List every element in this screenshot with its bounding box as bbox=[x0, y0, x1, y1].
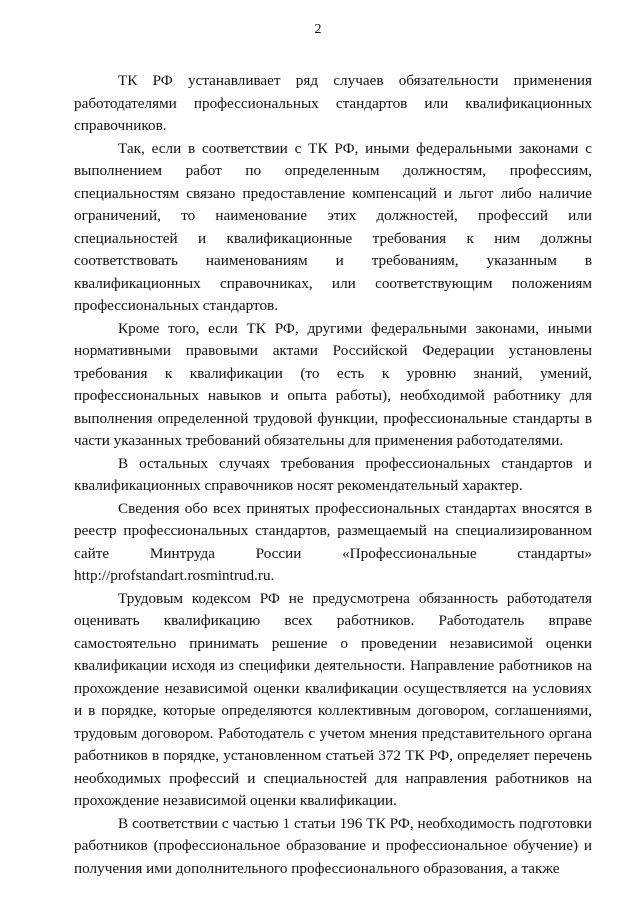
paragraph-2: Так, если в соответствии с ТК РФ, иными федеральными законами с выполнением работ по определенным должностям, профессиям, специальностям связано предоставление компенсаций и льгот либо наличие ограничений, то наименование этих должностей, профессий или специальностей и квалификационные требования к ним должны соответствовать наименованиям и требованиям, указанным в квалификационных справочниках, или соответствующим положениям профессиональных стандартов. bbox=[74, 139, 592, 314]
page-number: 2 bbox=[314, 22, 322, 37]
paragraph-1: ТК РФ устанавливает ряд случаев обязательности применения работодателями профессиональных стандартов или квалификационных справочников. bbox=[74, 72, 592, 134]
paragraph-4: В остальных случаях требования профессиональных стандартов и квалификационных справочников носят рекомендательный характер. bbox=[74, 454, 592, 494]
paragraph-5: Сведения обо всех принятых профессиональных стандартах вносятся в реестр профессиональных стандартов, размещаемый на специализированном сайте Минтруда России «Профессиональные стандарты» http://profstandart.rosmintrud.ru. bbox=[74, 499, 592, 584]
paragraph-6: Трудовым кодексом РФ не предусмотрена обязанность работодателя оценивать квалификацию всех работников. Работодатель вправе самостоятельно принимать решение о проведении независимой оценки квалификации исходя из специфики деятельности. Направление работников на прохождение независимой оценки квалификации осуществляется на условиях и в порядке, которые определяются коллективным договором, соглашениями, трудовым договором. Работодатель с учетом мнения представительного органа работников в порядке, установленном статьей 372 ТК РФ, определяет перечень необходимых профессий и специальностей для направления работников на прохождение независимой оценки квалификации. bbox=[74, 589, 592, 809]
paragraph-7: В соответствии с частью 1 статьи 196 ТК РФ, необходимость подготовки работников (профессиональное образование и профессиональное обучение) и получения ими дополнительного профессионального образования, а также bbox=[74, 814, 592, 877]
paragraph-3: Кроме того, если ТК РФ, другими федеральными законами, иными нормативными правовыми актами Российской Федерации установлены требования к квалификации (то есть к уровню знаний, умений, профессиональных навыков и опыта работы), необходимой работнику для выполнения определенной трудовой функции, профессиональные стандарты в части указанных требований обязательны для применения работодателями. bbox=[74, 319, 592, 449]
document-body bbox=[74, 70, 592, 880]
